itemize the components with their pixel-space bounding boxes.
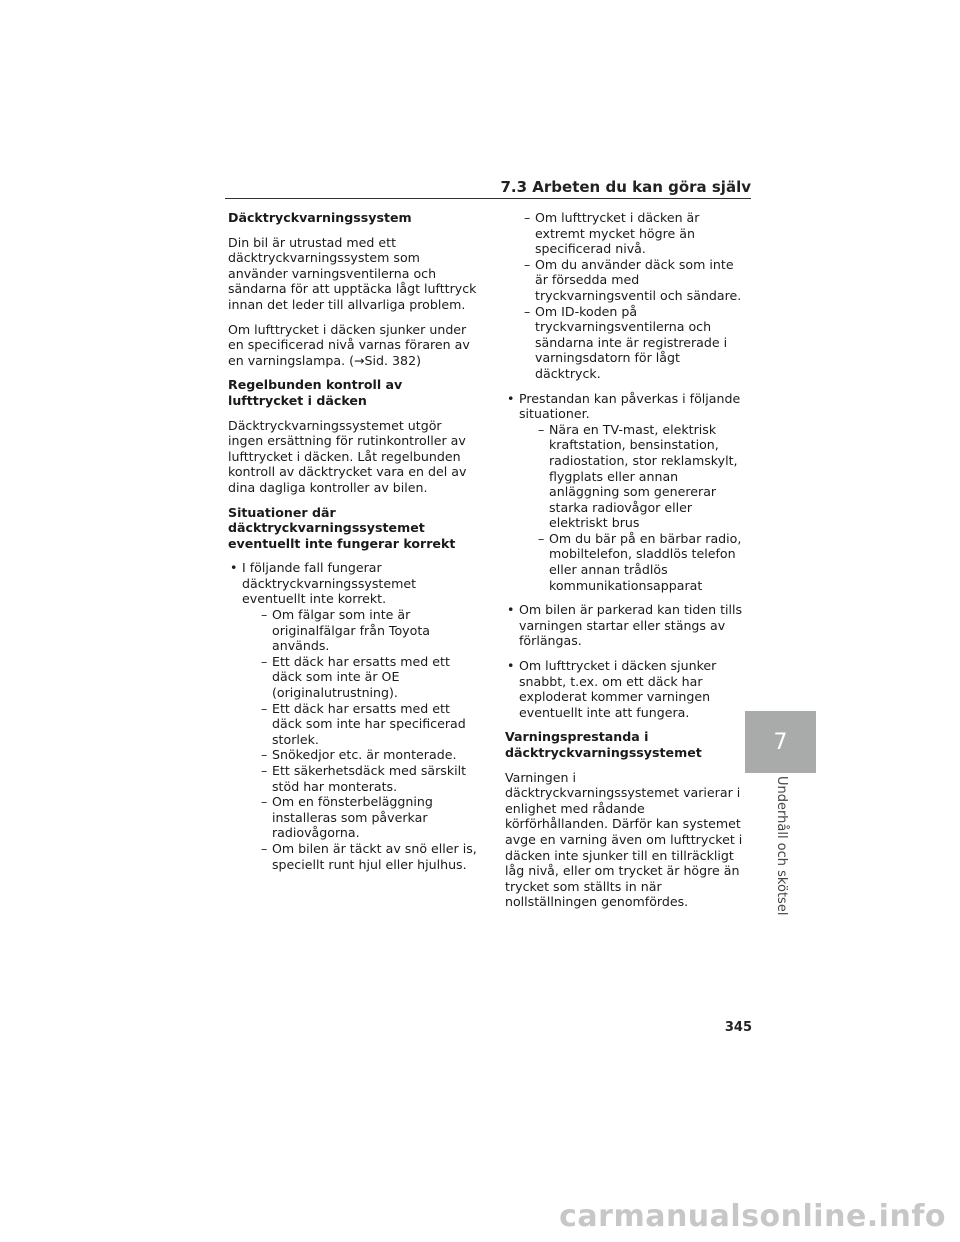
right-column bbox=[505, 210, 745, 919]
dash-item: – Om fälgar som inte är originalfälgar från Toyota används. bbox=[242, 607, 480, 654]
paragraph-warning-lamp: Om lufttrycket i däcken sjunker under en specificerad nivå varnas föraren av en varningslampa. (→Sid. 382) bbox=[228, 321, 470, 368]
dash-item: – Om lufttrycket i däcken är extremt mycket högre än specificerad nivå. bbox=[505, 210, 745, 257]
bullet-text: Prestandan kan påverkas i följande situationer. bbox=[519, 390, 741, 422]
dash-item: – Om bilen är täckt av snö eller is, speciellt runt hjul eller hjulhus. bbox=[242, 841, 480, 872]
heading-malfunction-situations: Situationer där däcktryckvarningssystemet eventuellt inte fungerar korrekt bbox=[228, 504, 456, 551]
dash-item: – Ett däck har ersatts med ett däck som inte har specificerad storlek. bbox=[242, 701, 480, 748]
paragraph-intro: Din bil är utrustad med ett däcktryckvarningssystem som använder varningsventilerna och sändarna för att upptäcka lågt lufttryck innan det leder till allvarliga problem. bbox=[228, 234, 477, 312]
dash-item: – Nära en TV-mast, elektrisk kraftstation, bensinstation, radiostation, stor reklamskylt, flygplats eller annan anläggning som genererar starka radiovågor eller elektriskt brus bbox=[519, 422, 745, 531]
chapter-label: Underhåll och skötsel bbox=[774, 776, 789, 916]
bullet-list bbox=[228, 560, 480, 872]
bullet-item: • Om bilen är parkerad kan tiden tills varningen startar eller stängs av förlängas. bbox=[505, 602, 745, 649]
dash-item: – Om du använder däck som inte är försedda med tryckvarningsventil och sändare. bbox=[505, 257, 745, 304]
paragraph-warning-performance: Varningen i däcktryckvarningssystemet varierar i enlighet med rådande körförhållanden. Därför kan systemet avge en varning även om lufttrycket i däcken inte sjunker till en tillräckligt låg nivå, eller om trycket är högre än trycket som ställts in när nollställningen genomfördes. bbox=[505, 769, 743, 910]
dash-item: – Ett säkerhetsdäck med särskilt stöd har monterats. bbox=[242, 763, 480, 794]
dash-list bbox=[519, 422, 745, 594]
dash-item: – Snökedjor etc. är monterade. bbox=[242, 747, 480, 763]
heading-warning-performance: Varningsprestanda i däcktryckvarningssystemet bbox=[505, 729, 702, 760]
bullet-list bbox=[505, 391, 745, 721]
dash-item: – Ett däck har ersatts med ett däck som inte är OE (originalutrustning). bbox=[242, 654, 480, 701]
dash-item: – Om en fönsterbeläggning installeras som påverkar radiovågorna. bbox=[242, 794, 480, 841]
watermark: carmanualsonline.info bbox=[559, 1199, 946, 1234]
chapter-number: 7 bbox=[773, 729, 788, 755]
bullet-item bbox=[228, 560, 480, 872]
header-rule bbox=[225, 198, 751, 199]
bullet-item bbox=[505, 391, 745, 594]
dash-item: – Om ID-koden på tryckvarningsventilerna och sändarna inte är registrerade i varningsdatorn för lågt däcktryck. bbox=[505, 304, 745, 382]
paragraph-regular-check: Däcktryckvarningssystemet utgör ingen ersättning för rutinkontroller av lufttrycket i däcken. Låt regelbunden kontroll av däcktrycket vara en del av dina dagliga kontroller av bilen. bbox=[228, 417, 467, 495]
page-number: 345 bbox=[724, 1020, 752, 1035]
left-column bbox=[228, 210, 480, 881]
bullet-text: I följande fall fungerar däcktryckvarningssystemet eventuellt inte korrekt. bbox=[242, 560, 417, 607]
dash-item: – Om du bär på en bärbar radio, mobiltelefon, sladdlös telefon eller annan trådlös kommunikationsapparat bbox=[519, 531, 745, 593]
dash-list bbox=[242, 607, 480, 872]
dash-list-continued bbox=[505, 210, 745, 382]
heading-tpws: Däcktryckvarningssystem bbox=[228, 210, 412, 225]
heading-regular-check: Regelbunden kontroll av lufttrycket i däcken bbox=[228, 377, 403, 408]
chapter-tab bbox=[745, 711, 816, 773]
section-header: 7.3 Arbeten du kan göra själv bbox=[500, 178, 751, 196]
bullet-item: • Om lufttrycket i däcken sjunker snabbt, t.ex. om ett däck har exploderat kommer varningen eventuellt inte att fungera. bbox=[505, 658, 745, 720]
